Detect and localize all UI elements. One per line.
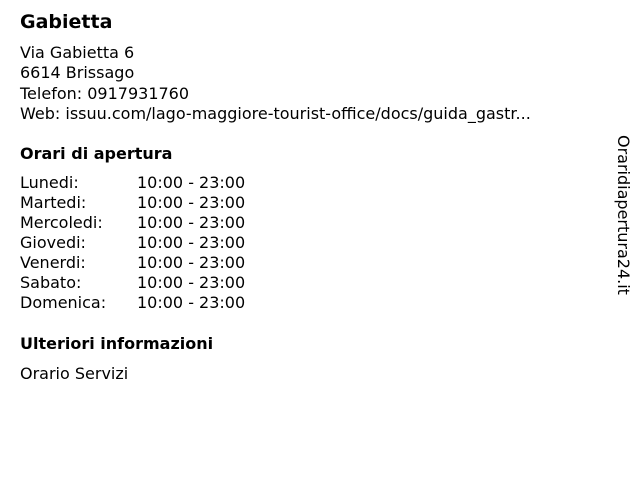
hours-row-friday	[20, 253, 245, 273]
opening-hours-table	[20, 173, 245, 313]
hours-time: 10:00 - 23:00	[137, 253, 246, 272]
day-label: Mercoledi:	[20, 213, 103, 232]
address-street: Via Gabietta 6	[20, 43, 135, 62]
day-label: Lunedi:	[20, 173, 79, 192]
phone-number[interactable]: 0917931760	[87, 83, 190, 103]
web-label: Web:	[20, 103, 61, 123]
opening-hours-heading: Orari di apertura	[20, 144, 173, 163]
day-label: Domenica:	[20, 293, 107, 312]
hours-row-sunday	[20, 293, 245, 313]
hours-time: 10:00 - 23:00	[137, 273, 246, 292]
more-info-heading: Ulteriori informazioni	[20, 334, 214, 353]
hours-time: 10:00 - 23:00	[137, 293, 246, 312]
business-contact	[20, 43, 531, 124]
hours-time: 10:00 - 23:00	[137, 193, 246, 212]
phone-row	[20, 84, 531, 104]
day-label: Sabato:	[20, 273, 82, 292]
hours-row-saturday	[20, 273, 245, 293]
more-info-text: Orario Servizi	[20, 364, 129, 383]
business-name: Gabietta	[20, 11, 113, 33]
hours-row-monday	[20, 173, 245, 193]
hours-time: 10:00 - 23:00	[137, 233, 246, 252]
site-watermark: Oraridiapertura24.it	[614, 135, 633, 295]
hours-row-thursday	[20, 233, 245, 253]
hours-row-wednesday	[20, 213, 245, 233]
hours-time: 10:00 - 23:00	[137, 213, 246, 232]
address-city: 6614 Brissago	[20, 63, 135, 83]
day-label: Venerdi:	[20, 253, 86, 272]
web-row	[20, 104, 531, 124]
day-label: Martedi:	[20, 193, 87, 212]
day-label: Giovedi:	[20, 233, 86, 252]
hours-time: 10:00 - 23:00	[137, 173, 246, 192]
phone-label: Telefon:	[20, 83, 83, 103]
hours-row-tuesday	[20, 193, 245, 213]
web-link[interactable]: issuu.com/lago-maggiore-tourist-office/docs/guida_gastr...	[65, 103, 531, 123]
